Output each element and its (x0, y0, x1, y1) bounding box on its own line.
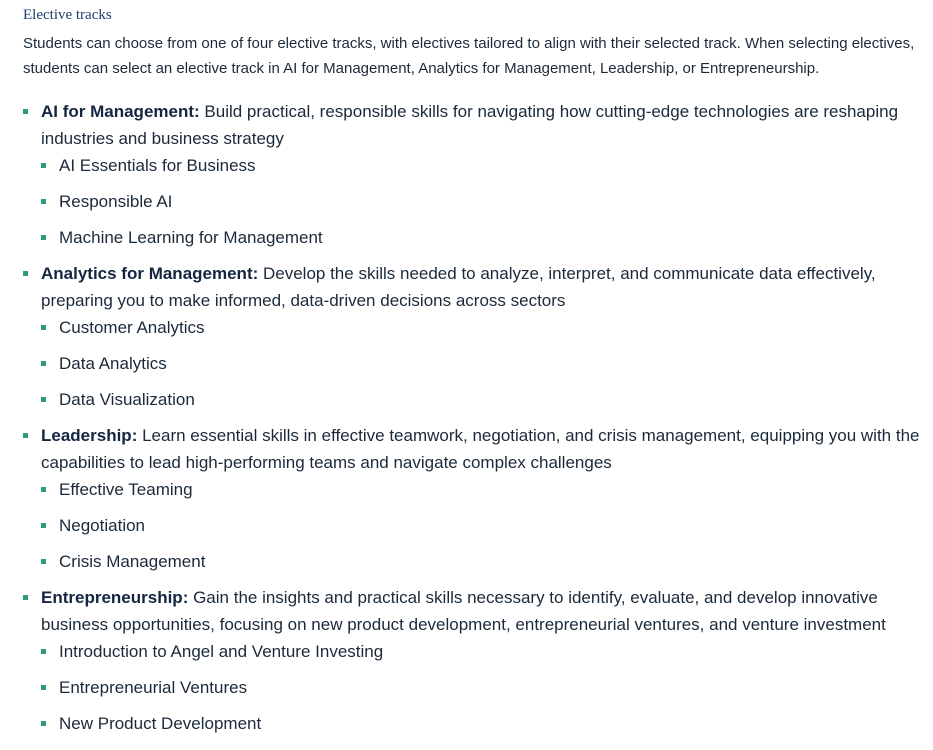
course-label: Data Analytics (59, 354, 167, 373)
section-intro: Students can choose from one of four elective tracks, with electives tailored to align with their selected track. When selecting electives, students can select an elective track in AI for Management, Analytics for Management, Leadership, or Entrepreneurship. (23, 35, 915, 77)
track-description: Develop the skills needed to analyze, interpret, and communicate data effectively, preparing you to make informed, data-driven decisions across sectors (41, 264, 876, 310)
square-bullet-icon (41, 487, 46, 492)
square-bullet-icon (41, 559, 46, 564)
elective-tracks-section (23, 6, 923, 746)
course-label: Entrepreneurial Ventures (59, 678, 248, 697)
course-item (41, 188, 923, 215)
track-description: Learn essential skills in effective teamwork, negotiation, and crisis management, equipping you with the capabilities to lead high-performing teams and navigate complex challenges (41, 426, 920, 472)
track-item-leadership (23, 422, 923, 575)
square-bullet-icon (41, 523, 46, 528)
square-bullet-icon (23, 109, 28, 114)
square-bullet-icon (23, 271, 28, 276)
track-name: Analytics for Management: (41, 264, 259, 283)
course-label: Negotiation (59, 516, 146, 535)
course-label: AI Essentials for Business (59, 156, 256, 175)
track-list (23, 98, 923, 737)
track-item-entrepreneurship (23, 584, 923, 737)
square-bullet-icon (41, 199, 46, 204)
square-bullet-icon (41, 325, 46, 330)
course-label: Machine Learning for Management (59, 228, 323, 247)
course-list (41, 476, 923, 575)
course-label: New Product Development (59, 714, 262, 733)
track-item-ai-for-management (23, 98, 923, 251)
course-item (41, 314, 923, 341)
course-item (41, 386, 923, 413)
course-label: Responsible AI (59, 192, 173, 211)
square-bullet-icon (41, 235, 46, 240)
course-label: Introduction to Angel and Venture Investing (59, 642, 384, 661)
square-bullet-icon (41, 649, 46, 654)
square-bullet-icon (23, 595, 28, 600)
section-title: Elective tracks (23, 7, 112, 23)
course-item (41, 674, 923, 701)
course-item (41, 476, 923, 503)
course-label: Effective Teaming (59, 480, 193, 499)
square-bullet-icon (41, 163, 46, 168)
track-name: Leadership: (41, 426, 138, 445)
course-list (41, 314, 923, 413)
square-bullet-icon (41, 397, 46, 402)
track-name: AI for Management: (41, 102, 200, 121)
course-item (41, 548, 923, 575)
course-label: Data Visualization (59, 390, 195, 409)
course-label: Customer Analytics (59, 318, 205, 337)
course-label: Crisis Management (59, 552, 206, 571)
course-item (41, 350, 923, 377)
course-item (41, 512, 923, 539)
square-bullet-icon (41, 721, 46, 726)
course-item (41, 152, 923, 179)
track-description: Gain the insights and practical skills necessary to identify, evaluate, and develop innovative business opportunities, focusing on new product development, entrepreneurial ventures, and venture investment (41, 588, 886, 634)
track-description: Build practical, responsible skills for navigating how cutting-edge technologies are reshaping industries and business strategy (41, 102, 899, 148)
course-list (41, 152, 923, 251)
course-item (41, 224, 923, 251)
course-item (41, 710, 923, 737)
track-name: Entrepreneurship: (41, 588, 189, 607)
square-bullet-icon (41, 361, 46, 366)
course-item (41, 638, 923, 665)
track-item-analytics-for-management (23, 260, 923, 413)
course-list (41, 638, 923, 737)
square-bullet-icon (23, 433, 28, 438)
square-bullet-icon (41, 685, 46, 690)
